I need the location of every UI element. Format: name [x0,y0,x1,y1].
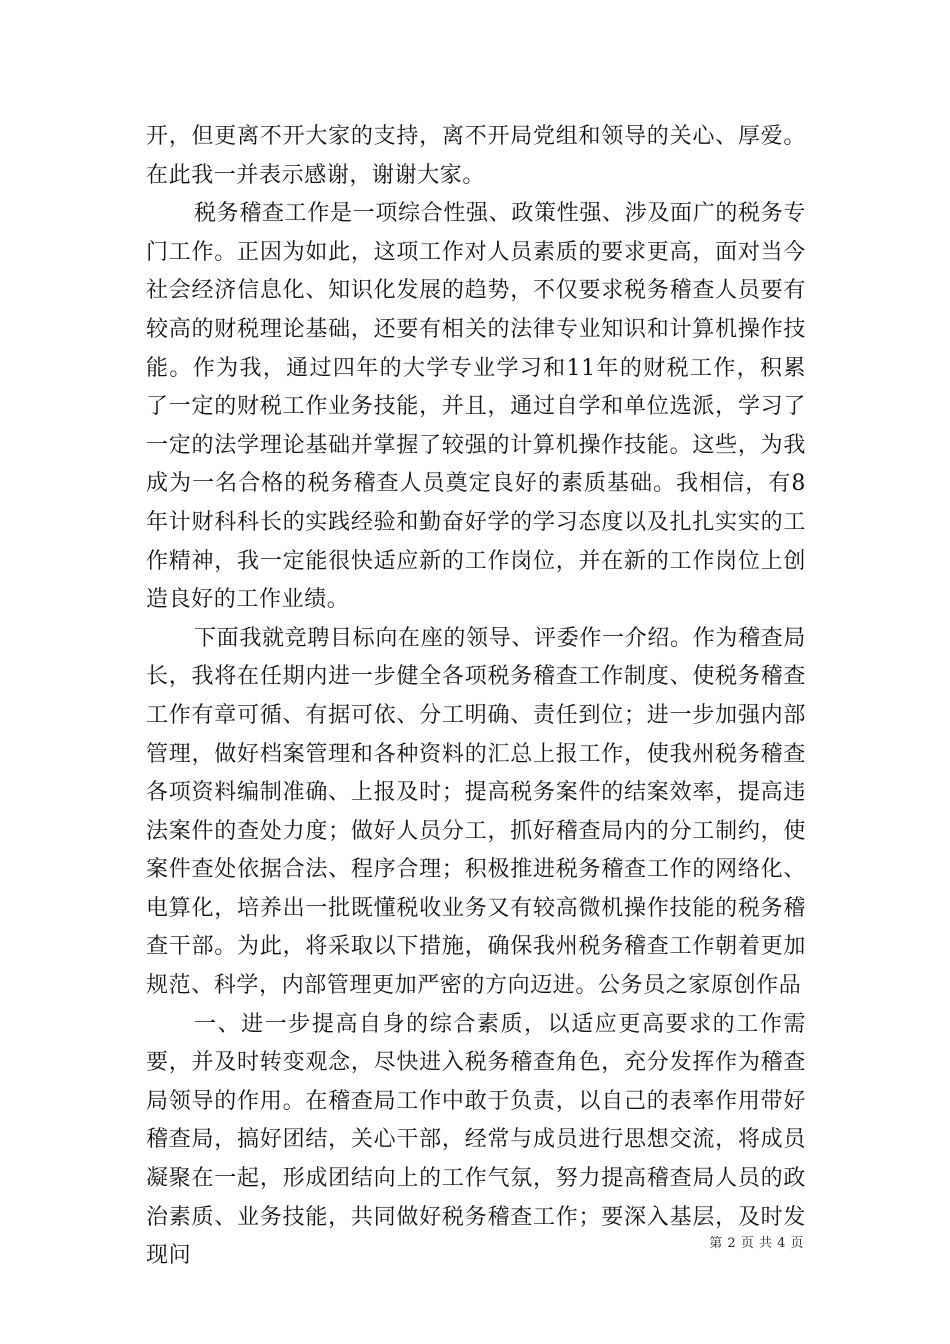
paragraph-1: 开，但更离不开大家的支持，离不开局党组和领导的关心、厚爱。在此我一并表示感谢，谢谢大家。 [146,124,806,188]
page-number-footer: 第 2 页 共 4 页 [709,1236,804,1251]
paragraph-3: 下面我就竞聘目标向在座的领导、评委作一介绍。作为稽查局长，我将在任期内进一步健全各项税务稽查工作制度、使税务稽查工作有章可循、有据可依、分工明确、责任到位；进一步加强内部管理，做好档案管理和各种资料的汇总上报工作，使我州税务稽查各项资料编制准确、上报及时；提高税务案件的结案效率，提高违法案件的查处力度；做好人员分工，抓好稽查局内的分工制约，使案件查处依据合法、程序合理；积极推进税务稽查工作的网络化、电算化，培养出一批既懂税收业务又有较高微机操作技能的税务稽查干部。为此，将采取以下措施，确保我州税务稽查工作朝着更加规范、科学，内部管理更加严密的方向迈进。公务员之家原创作品 [146,625,806,999]
paragraph-2: 税务稽查工作是一项综合性强、政策性强、涉及面广的税务专门工作。正因为如此，这项工作对人员素质的要求更高，面对当今社会经济信息化、知识化发展的趋势，不仅要求税务稽查人员要有较高的财税理论基础，还要有相关的法律专业知识和计算机操作技能。作为我，通过四年的大学专业学习和11年的财税工作，积累了一定的财税工作业务技能，并且，通过自学和单位选派，学习了一定的法学理论基础并掌握了较强的计算机操作技能。这些，为我成为一名合格的税务稽查人员奠定良好的素质基础。我相信，有8年计财科科长的实践经验和勤奋好学的学习态度以及扎扎实实的工作精神，我一定能很快适应新的工作岗位，并在新的工作岗位上创造良好的工作业绩。 [146,201,806,613]
document-body [146,118,806,1276]
paragraph-4: 一、进一步提高自身的综合素质，以适应更高要求的工作需要，并及时转变观念，尽快进入税务稽查角色，充分发挥作为稽查局领导的作用。在稽查局工作中敢于负责，以自己的表率作用带好稽查局，搞好团结，关心干部，经常与成员进行思想交流，将成员凝聚在一起，形成团结向上的工作气氛，努力提高稽查局人员的政治素质、业务技能，共同做好税务稽查工作；要深入基层，及时发现问 [146,1011,806,1269]
